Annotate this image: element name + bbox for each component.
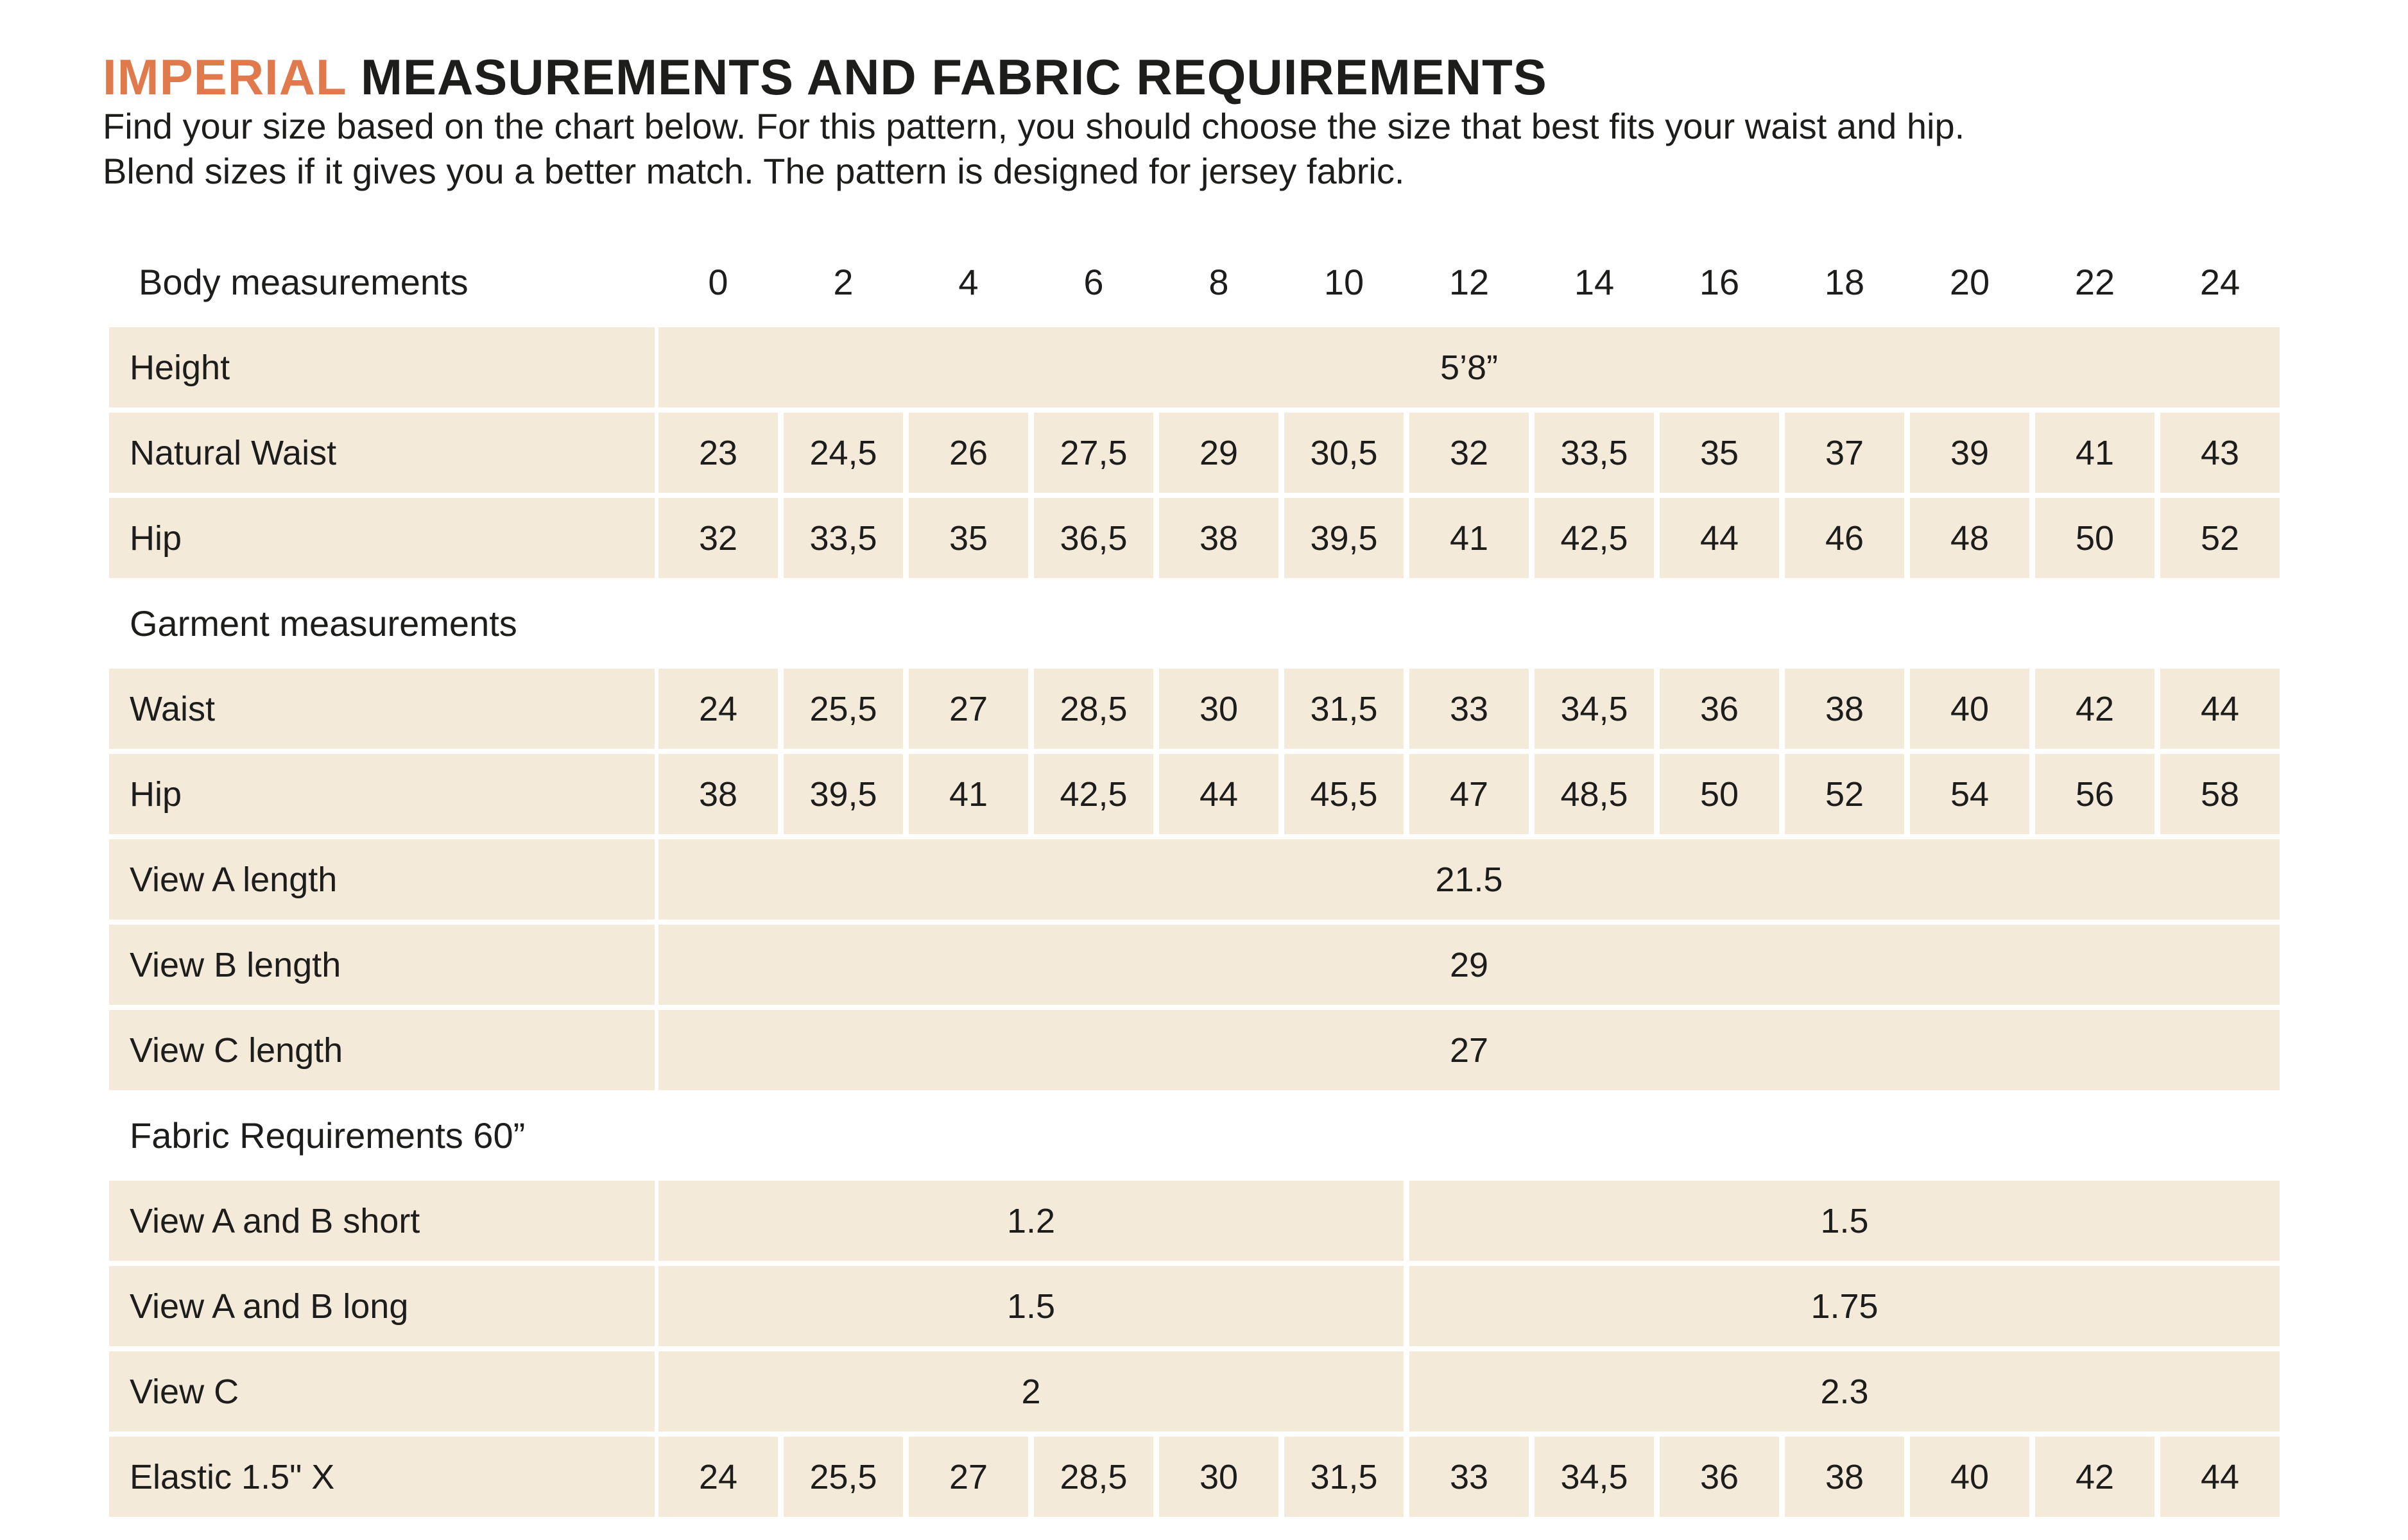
- table-cell: 36: [1660, 669, 1779, 749]
- table-cell: 50: [2035, 498, 2154, 578]
- table-cell: 35: [1660, 413, 1779, 493]
- table-cell: 27: [909, 1437, 1028, 1517]
- table-cell: 27,5: [1034, 413, 1153, 493]
- size-header: 4: [958, 262, 979, 302]
- intro-line: Find your size based on the chart below. For this pattern, you should choose the size that best fits your waist and hip.: [103, 106, 1965, 146]
- row-label: View A length: [109, 839, 655, 920]
- table-cell: 44: [1660, 498, 1779, 578]
- table-cell: 42,5: [1034, 754, 1153, 834]
- table-cell: 52: [2160, 498, 2280, 578]
- table-cell: 38: [1785, 1437, 1904, 1517]
- table-cell: 42: [2035, 1437, 2154, 1517]
- table-cell: 34,5: [1535, 1437, 1654, 1517]
- table-cell: 39,5: [1284, 498, 1404, 578]
- size-header: 16: [1699, 262, 1740, 302]
- table-cell: 30: [1159, 1437, 1278, 1517]
- table-cell: 32: [658, 498, 778, 578]
- row-label: Natural Waist: [109, 413, 655, 493]
- table-cell: 30,5: [1284, 413, 1404, 493]
- table-cell-span: 2: [658, 1351, 1404, 1432]
- table-cell: 40: [1910, 1437, 2029, 1517]
- table-cell-span: 1.5: [1409, 1181, 2280, 1261]
- table-cell: 25,5: [784, 669, 903, 749]
- table-cell-span: 1.75: [1409, 1266, 2280, 1346]
- title-rest: MEASUREMENTS AND FABRIC REQUIREMENTS: [360, 49, 1547, 105]
- size-header: 6: [1083, 262, 1104, 302]
- table-cell: 45,5: [1284, 754, 1404, 834]
- table-cell: 39,5: [784, 754, 903, 834]
- size-header: 2: [833, 262, 854, 302]
- section-heading: Garment measurements: [130, 603, 517, 644]
- table-cell-span: 29: [658, 925, 2280, 1005]
- table-cell: 44: [2160, 1437, 2280, 1517]
- table-cell: 58: [2160, 754, 2280, 834]
- table-cell: 24: [658, 1437, 778, 1517]
- size-header: 24: [2199, 262, 2240, 302]
- table-cell: 56: [2035, 754, 2154, 834]
- table-cell: 33,5: [1535, 413, 1654, 493]
- table-cell: 41: [2035, 413, 2154, 493]
- table-cell: 47: [1409, 754, 1529, 834]
- size-header: 18: [1824, 262, 1865, 302]
- row-label: View C length: [109, 1010, 655, 1090]
- table-cell: 34,5: [1535, 669, 1654, 749]
- row-label: Waist: [109, 669, 655, 749]
- table-cell: 26: [909, 413, 1028, 493]
- table-cell-span: 2.3: [1409, 1351, 2280, 1432]
- table-cell: 41: [909, 754, 1028, 834]
- row-label: Elastic 1.5" X: [109, 1437, 655, 1517]
- table-cell: 38: [1785, 669, 1904, 749]
- table-cell: 28,5: [1034, 1437, 1153, 1517]
- row-label: View C: [109, 1351, 655, 1432]
- table-cell: 54: [1910, 754, 2029, 834]
- intro-line: Blend sizes if it gives you a better match. The pattern is designed for jersey fabric.: [103, 151, 1405, 191]
- table-cell-span: 21.5: [658, 839, 2280, 920]
- row-label: Height: [109, 327, 655, 407]
- table-cell: 36: [1660, 1437, 1779, 1517]
- table-cell-span: 1.2: [658, 1181, 1404, 1261]
- row-label: View A and B short: [109, 1181, 655, 1261]
- table-cell: 39: [1910, 413, 2029, 493]
- table-cell: 42: [2035, 669, 2154, 749]
- table-cell: 25,5: [784, 1437, 903, 1517]
- page-title: [103, 50, 1547, 105]
- table-cell: 37: [1785, 413, 1904, 493]
- table-cell: 50: [1660, 754, 1779, 834]
- table-cell: 33: [1409, 669, 1529, 749]
- row-label: Hip: [109, 754, 655, 834]
- table-cell: 30: [1159, 669, 1278, 749]
- table-cell: 33: [1409, 1437, 1529, 1517]
- size-header: 12: [1449, 262, 1490, 302]
- size-header: 8: [1208, 262, 1229, 302]
- table-cell: 38: [1159, 498, 1278, 578]
- row-label: Hip: [109, 498, 655, 578]
- table-cell: 52: [1785, 754, 1904, 834]
- size-header: 20: [1949, 262, 1990, 302]
- size-header: 0: [708, 262, 728, 302]
- table-cell: 44: [1159, 754, 1278, 834]
- table-cell: 43: [2160, 413, 2280, 493]
- table-cell: 35: [909, 498, 1028, 578]
- table-cell: 33,5: [784, 498, 903, 578]
- table-cell: 44: [2160, 669, 2280, 749]
- title-accent: IMPERIAL: [103, 49, 347, 105]
- table-cell: 31,5: [1284, 1437, 1404, 1517]
- table-cell: 48,5: [1535, 754, 1654, 834]
- table-cell: 27: [909, 669, 1028, 749]
- table-cell: 42,5: [1535, 498, 1654, 578]
- table-cell: 48: [1910, 498, 2029, 578]
- table-cell: 24: [658, 669, 778, 749]
- table-cell: 29: [1159, 413, 1278, 493]
- table-cell-span: 27: [658, 1010, 2280, 1090]
- table-cell: 32: [1409, 413, 1529, 493]
- table-cell: 36,5: [1034, 498, 1153, 578]
- table-cell: 38: [658, 754, 778, 834]
- size-header: 10: [1323, 262, 1364, 302]
- table-cell: 23: [658, 413, 778, 493]
- table-cell-span: 5’8”: [658, 327, 2280, 407]
- section-heading: Fabric Requirements 60”: [130, 1115, 526, 1156]
- table-cell: 46: [1785, 498, 1904, 578]
- row-label: View A and B long: [109, 1266, 655, 1346]
- size-header: 14: [1574, 262, 1615, 302]
- intro-text: [103, 104, 1965, 194]
- table-cell: 28,5: [1034, 669, 1153, 749]
- section-heading: Body measurements: [139, 262, 469, 302]
- row-label: View B length: [109, 925, 655, 1005]
- table-cell: 40: [1910, 669, 2029, 749]
- table-cell: 41: [1409, 498, 1529, 578]
- size-header: 22: [2074, 262, 2115, 302]
- table-cell: 24,5: [784, 413, 903, 493]
- table-cell-span: 1.5: [658, 1266, 1404, 1346]
- table-cell: 31,5: [1284, 669, 1404, 749]
